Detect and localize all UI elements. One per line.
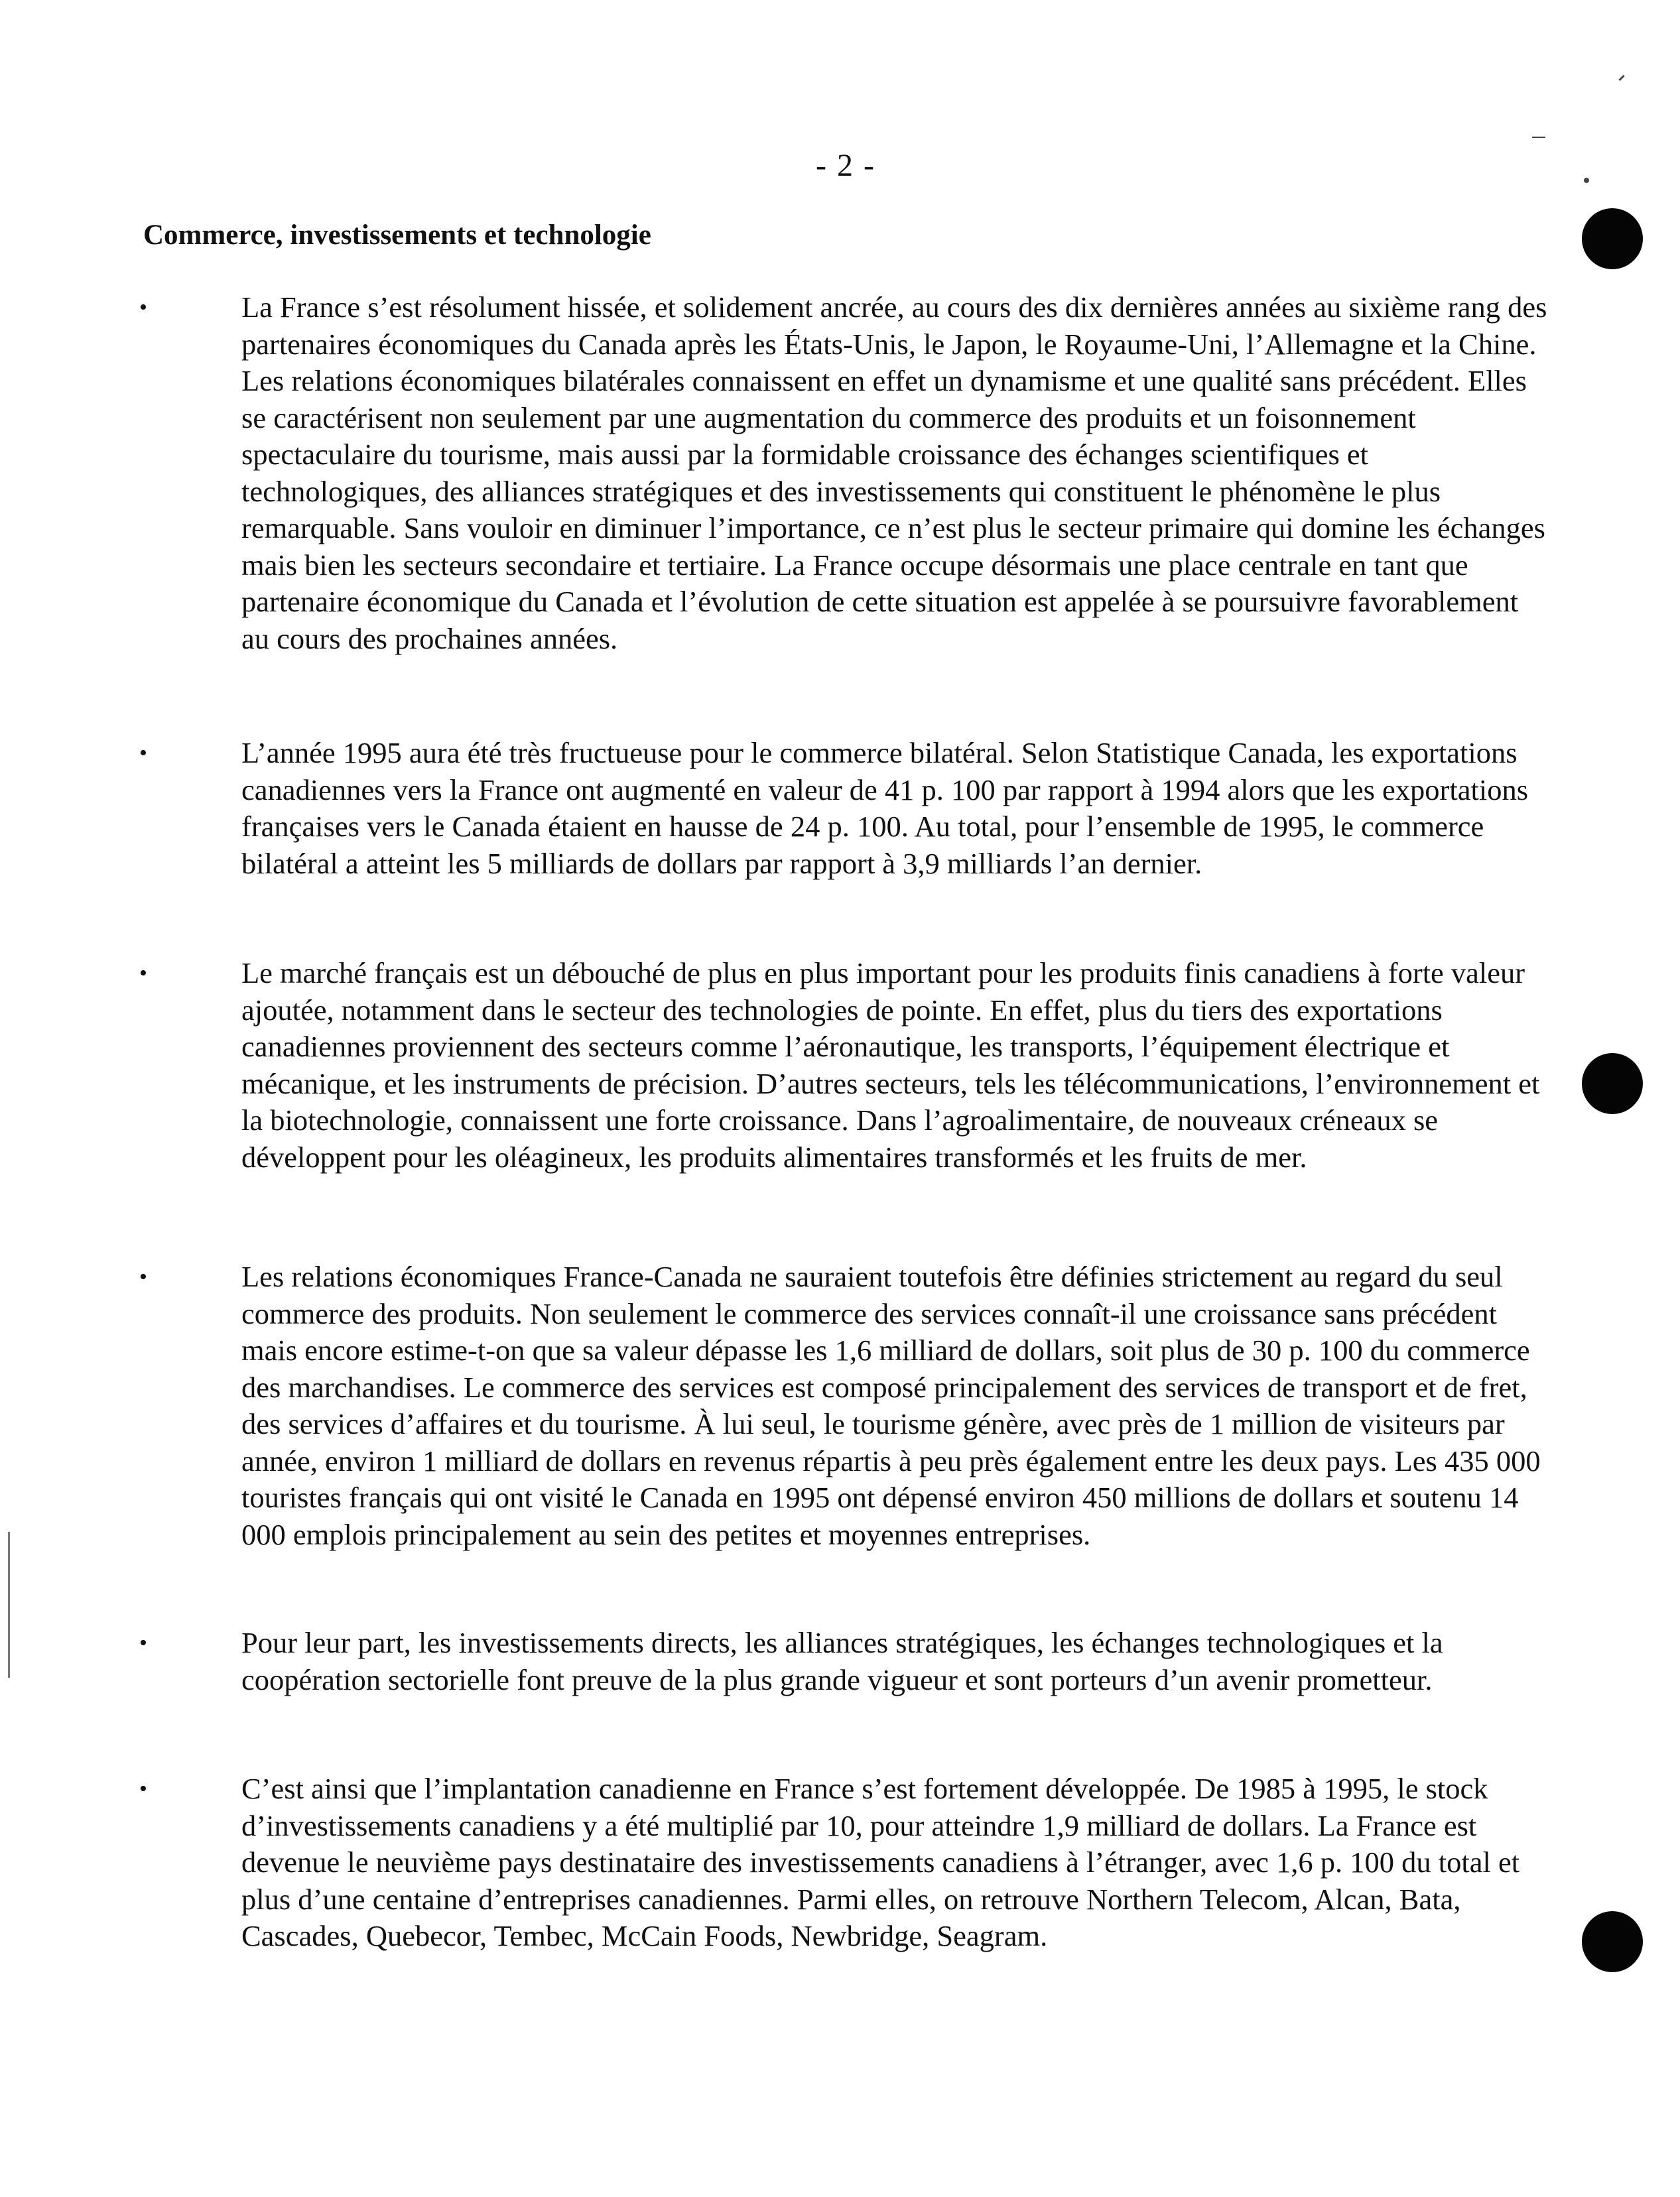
punch-hole-bottom xyxy=(1582,1911,1643,1972)
bullet-icon: • xyxy=(139,1265,147,1289)
bullet-paragraph: Le marché français est un débouché de plus en plus important pour les produits finis canadiens à forte valeur ajoutée, notamment dans le secteur des technologies de pointe. En effet, plus du tiers des exportations canadiennes proviennent des secteurs comme l’aéronautique, les transports, l’équipement électrique et mécanique, et les instruments de précision. D’autres secteurs, tels les télécommunications, l’environnement et la biotechnologie, connaissent une forte croissance. Dans l’agroalimentaire, de nouveaux créneaux se développent pour les oléagineux, les produits alimentaires transformés et les fruits de mer. xyxy=(241,956,1540,1174)
bullet-icon: • xyxy=(139,1777,147,1801)
punch-hole-middle xyxy=(1582,1053,1643,1114)
bullet-icon: • xyxy=(139,1631,147,1655)
scan-speck xyxy=(1584,178,1589,183)
bullet-paragraph: C’est ainsi que l’implantation canadienne en France s’est fortement développée. De 1985 à 1995, le stock d’investissements canadiens y a été multiplié par 10, pour atteindre 1,9 milliard de dollars. La France est devenue le neuvième pays destinataire des investissements canadiens à l’étranger, avec 1,6 p. 100 du total et plus d’une centaine d’entreprises canadiennes. Parmi elles, on retrouve Northern Telecom, Alcan, Bata, Cascades, Quebecor, Tembec, McCain Foods, Newbridge, Seagram. xyxy=(241,1772,1520,1952)
bullet-icon: • xyxy=(139,295,147,320)
page-number: - 2 - xyxy=(816,148,875,183)
scan-speck xyxy=(1532,137,1545,138)
bullet-icon: • xyxy=(139,961,147,985)
bullet-paragraph: Pour leur part, les investissements directs, les alliances stratégiques, les échanges technologiques et la coopération sectorielle font preuve de la plus grande vigueur et sont porteurs d’un avenir prometteur. xyxy=(241,1626,1443,1696)
bullet-paragraph: L’année 1995 aura été très fructueuse pour le commerce bilatéral. Selon Statistique Canada, les exportations canadiennes vers la France ont augmenté en valeur de 41 p. 100 par rapport à 1994 alors que les exportations françaises vers le Canada étaient en hausse de 24 p. 100. Au total, pour l’ensemble de 1995, le commerce bilatéral a atteint les 5 milliards de dollars par rapport à 3,9 milliards l’an dernier. xyxy=(241,736,1529,880)
bullet-paragraph: La France s’est résolument hissée, et solidement ancrée, au cours des dix dernières années au sixième rang des partenaires économiques du Canada après les États-Unis, le Japon, le Royaume-Uni, l’Allemagne et la Chine. Les relations économiques bilatérales connaissent en effet un dynamisme et une qualité sans précédent. Elles se caractérisent non seulement par une augmentation du commerce des produits et un foisonnement spectaculaire du tourisme, mais aussi par la formidable croissance des échanges scientifiques et technologiques, des alliances stratégiques et des investissements qui constituent le phénomène le plus remarquable. Sans vouloir en diminuer l’importance, ce n’est plus le secteur primaire qui domine les échanges mais bien les secteurs secondaire et tertiaire. La France occupe désormais une place centrale en tant que partenaire économique du Canada et l’évolution de cette situation est appelée à se poursuivre favorablement au cours des prochaines années. xyxy=(241,290,1547,655)
section-heading: Commerce, investissements et technologie xyxy=(143,220,651,251)
punch-hole-top xyxy=(1582,208,1643,269)
bullet-icon: • xyxy=(139,741,147,765)
scan-margin-line xyxy=(8,1532,10,1678)
bullet-paragraph: Les relations économiques France-Canada ne sauraient toutefois être définies strictement au regard du seul commerce des produits. Non seulement le commerce des services connaît-il une croissance sans précédent mais encore estime-t-on que sa valeur dépasse les 1,6 milliard de dollars, soit plus de 30 p. 100 du commerce des marchandises. Le commerce des services est composé principalement des services de transport et de fret, des services d’affaires et du tourisme. À lui seul, le tourisme génère, avec près de 1 million de visiteurs par année, environ 1 milliard de dollars en revenus répartis à peu près également entre les deux pays. Les 435 000 touristes français qui ont visité le Canada en 1995 ont dépensé environ 450 millions de dollars et soutenu 14 000 emplois principalement au sein des petites et moyennes entreprises. xyxy=(241,1260,1541,1551)
